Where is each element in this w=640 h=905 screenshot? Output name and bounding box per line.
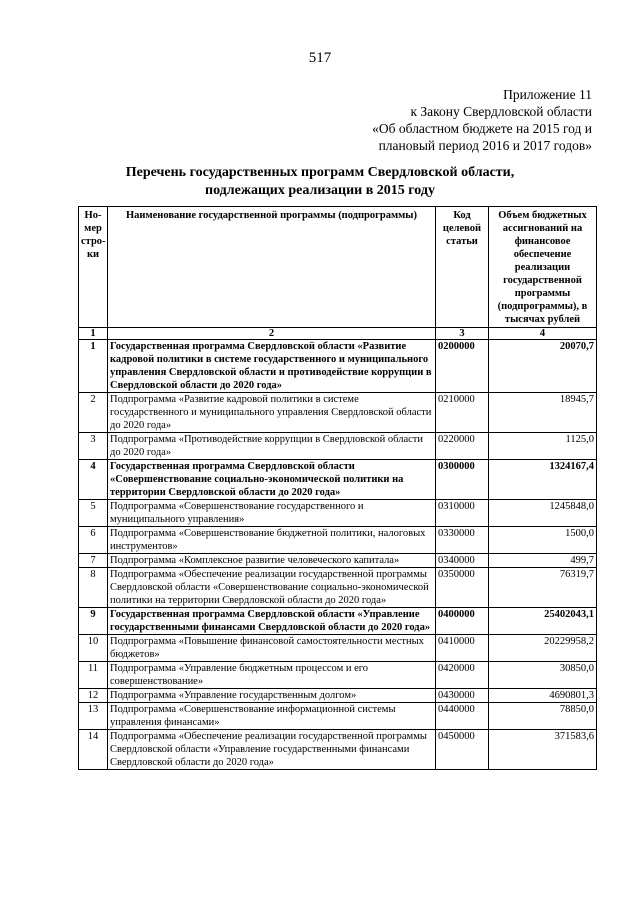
budget-amount: 371583,6 xyxy=(489,730,597,770)
table-row xyxy=(79,608,597,635)
target-code: 0400000 xyxy=(436,608,489,635)
row-number: 1 xyxy=(79,340,108,393)
row-number: 9 xyxy=(79,608,108,635)
target-code: 0210000 xyxy=(436,393,489,433)
program-name: Подпрограмма «Обеспечение реализации государственной программы Свердловской области «Управление государственными финансами Свердловской области до 2020 года» xyxy=(108,730,436,770)
column-numbers-row xyxy=(79,328,597,340)
table-row xyxy=(79,635,597,662)
row-number: 5 xyxy=(79,500,108,527)
budget-amount: 1324167,4 xyxy=(489,460,597,500)
programs-table-body xyxy=(79,340,597,770)
header-row xyxy=(79,207,597,328)
header-program-name: Наименование государственной программы (подпрограммы) xyxy=(108,207,436,328)
appendix-header xyxy=(372,86,592,154)
table-row xyxy=(79,554,597,568)
row-number: 3 xyxy=(79,433,108,460)
column-number: 2 xyxy=(108,328,436,340)
row-number: 4 xyxy=(79,460,108,500)
budget-amount: 1245848,0 xyxy=(489,500,597,527)
program-name: Подпрограмма «Повышение финансовой самостоятельности местных бюджетов» xyxy=(108,635,436,662)
row-number: 11 xyxy=(79,662,108,689)
table-row xyxy=(79,460,597,500)
budget-amount: 18945,7 xyxy=(489,393,597,433)
row-number: 14 xyxy=(79,730,108,770)
target-code: 0440000 xyxy=(436,703,489,730)
program-name: Подпрограмма «Противодействие коррупции в Свердловской области до 2020 года» xyxy=(108,433,436,460)
header-target-code: Код целевой статьи xyxy=(436,207,489,328)
programs-table xyxy=(78,206,597,770)
column-number: 1 xyxy=(79,328,108,340)
table-row xyxy=(79,527,597,554)
table-row xyxy=(79,662,597,689)
budget-amount: 4690801,3 xyxy=(489,689,597,703)
budget-amount: 30850,0 xyxy=(489,662,597,689)
table-row xyxy=(79,433,597,460)
table-row xyxy=(79,703,597,730)
title-line: подлежащих реализации в 2015 году xyxy=(205,183,435,198)
budget-amount: 1125,0 xyxy=(489,433,597,460)
budget-amount: 76319,7 xyxy=(489,568,597,608)
program-name: Подпрограмма «Обеспечение реализации государственной программы Свердловской области «Совершенствование социально-экономической политики на территории Свердловской области до 2020 года» xyxy=(108,568,436,608)
table-row xyxy=(79,500,597,527)
target-code: 0410000 xyxy=(436,635,489,662)
program-name: Подпрограмма «Развитие кадровой политики в системе государственного и муниципального управления Свердловской области до 2020 года» xyxy=(108,393,436,433)
target-code: 0450000 xyxy=(436,730,489,770)
table-row xyxy=(79,689,597,703)
header-budget-amount: Объем бюджетных ассигнований на финансовое обеспечение реализации государственной программы (подпрограммы), в тысячах рублей xyxy=(489,207,597,328)
row-number: 12 xyxy=(79,689,108,703)
document-title xyxy=(0,164,640,200)
row-number: 10 xyxy=(79,635,108,662)
column-number: 4 xyxy=(489,328,597,340)
row-number: 2 xyxy=(79,393,108,433)
program-name: Государственная программа Свердловской области «Развитие кадровой политики в системе государственного и муниципального управления Свердловской области и противодействие коррупции в Свердловской области до 2020 года» xyxy=(108,340,436,393)
program-name: Государственная программа Свердловской области «Управление государственными финансами Свердловской области до 2020 года» xyxy=(108,608,436,635)
table-row xyxy=(79,340,597,393)
program-name: Подпрограмма «Управление бюджетным процессом и его совершенствование» xyxy=(108,662,436,689)
program-name: Подпрограмма «Совершенствование бюджетной политики, налоговых инструментов» xyxy=(108,527,436,554)
target-code: 0350000 xyxy=(436,568,489,608)
row-number: 7 xyxy=(79,554,108,568)
row-number: 8 xyxy=(79,568,108,608)
target-code: 0310000 xyxy=(436,500,489,527)
appendix-line: «Об областном бюджете на 2015 год и xyxy=(372,121,592,136)
budget-amount: 20229958,2 xyxy=(489,635,597,662)
budget-amount: 1500,0 xyxy=(489,527,597,554)
target-code: 0330000 xyxy=(436,527,489,554)
budget-amount: 499,7 xyxy=(489,554,597,568)
target-code: 0220000 xyxy=(436,433,489,460)
page-number: 517 xyxy=(308,50,332,66)
program-name: Государственная программа Свердловской области «Совершенствование социально-экономической политики на территории Свердловской области до 2020 года» xyxy=(108,460,436,500)
table-row xyxy=(79,568,597,608)
appendix-line: плановый период 2016 и 2017 годов» xyxy=(378,138,592,153)
appendix-line: к Закону Свердловской области xyxy=(410,104,592,119)
target-code: 0300000 xyxy=(436,460,489,500)
budget-amount: 78850,0 xyxy=(489,703,597,730)
column-number: 3 xyxy=(436,328,489,340)
row-number: 13 xyxy=(79,703,108,730)
title-line: Перечень государственных программ Свердловской области, xyxy=(125,165,515,180)
program-name: Подпрограмма «Совершенствование информационной системы управления финансами» xyxy=(108,703,436,730)
program-name: Подпрограмма «Совершенствование государственного и муниципального управления» xyxy=(108,500,436,527)
header-row-number: Но-мер стро-ки xyxy=(79,207,108,328)
row-number: 6 xyxy=(79,527,108,554)
table-row xyxy=(79,730,597,770)
target-code: 0200000 xyxy=(436,340,489,393)
table-row xyxy=(79,393,597,433)
program-name: Подпрограмма «Комплексное развитие человеческого капитала» xyxy=(108,554,436,568)
target-code: 0420000 xyxy=(436,662,489,689)
target-code: 0430000 xyxy=(436,689,489,703)
budget-amount: 25402043,1 xyxy=(489,608,597,635)
target-code: 0340000 xyxy=(436,554,489,568)
program-name: Подпрограмма «Управление государственным долгом» xyxy=(108,689,436,703)
budget-amount: 20070,7 xyxy=(489,340,597,393)
appendix-line: Приложение 11 xyxy=(503,87,592,102)
